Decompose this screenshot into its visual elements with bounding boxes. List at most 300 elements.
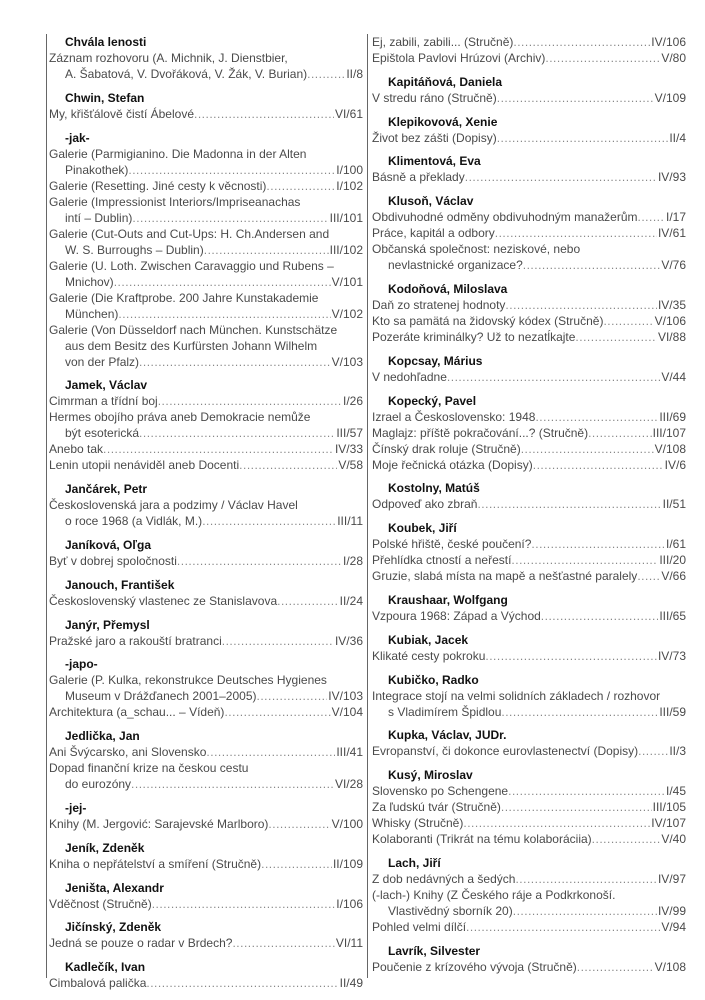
page-reference: IV/97 [657,871,686,886]
entry-title: Odpoveď ako zbraň [372,497,478,512]
page-reference: V/80 [661,51,686,65]
entry-title: Poučenie z krízového vývoja (Stručně) [372,959,577,974]
entry-title: Daň zo stratenej hodnoty [372,297,506,312]
author-group [372,353,686,385]
entry-line [372,783,686,799]
author-group [372,480,686,512]
page-reference: V/100 [331,816,363,831]
author-group [372,632,686,664]
author-name: Kopcsay, Márius [388,353,483,368]
index-entry [372,241,686,273]
entry-line [49,935,363,951]
index-entry [49,322,363,370]
index-entry [372,799,686,815]
entry-title: Mnichov) [65,274,114,289]
page-reference: II/109 [332,856,363,871]
entry-line [372,225,686,241]
dot-leader [277,593,339,609]
entry-title: Maglajz: příště pokračování...? (Stručně) [372,425,589,440]
index-entry [49,409,363,441]
index-entry [372,34,686,50]
entry-title: Vlastivědný sborník 20) [388,903,513,918]
entry-title: Přehlídka ctností a neřestí [372,553,512,568]
entry-title: Galerie (Resetting. Jiné cesty k věcnosti) [49,178,267,193]
entry-line [372,130,686,146]
dot-leader [146,975,338,991]
author-name: Kusý, Miroslav [388,768,473,783]
dot-leader [114,274,331,290]
entry-title: Život bez zášti (Dopisy) [372,130,497,145]
entry-title: My, křišťálově čistí Ábelové [49,106,194,121]
page-reference: II/8 [346,67,363,81]
entry-line [372,425,686,441]
author-name: Janýr, Přemysl [65,617,150,632]
dot-leader [513,903,657,919]
dot-leader [511,552,658,568]
page-reference: V/94 [661,919,686,934]
author-name: Chwin, Stefan [65,90,145,105]
entry-line [49,633,363,649]
entry-line [372,50,686,66]
author-group [372,153,686,185]
index-entry [49,744,363,760]
index-entry [49,146,363,178]
page-reference: V/109 [654,90,686,105]
index-entry [49,457,363,473]
entry-title: Obdivuhodné odměny obdivuhodným manažerům [372,210,638,225]
index-entry [49,106,363,122]
entry-line [49,393,363,409]
author-name: Janíková, Oľga [65,537,151,552]
dot-leader [128,162,335,178]
dot-leader [541,608,659,624]
entry-line [49,306,363,322]
page-reference: II/4 [669,130,686,145]
index-entry [372,919,686,935]
entry-title: s Vladimírem Špidlou [388,704,502,719]
index-entry [49,975,363,991]
entry-line [372,919,686,935]
page-reference: IV/33 [334,442,363,457]
entry-title: Vděčnost (Stručně) [49,896,152,911]
entry-title: intí – Dublin) [65,210,133,225]
index-entry [49,633,363,649]
dot-leader [535,409,658,425]
dot-leader [256,688,327,704]
entry-line [372,568,686,584]
entry-title: Jedná se pouze o radar v Brdech? [49,936,233,951]
index-column-right [367,34,686,978]
index-entry [372,297,686,313]
entry-line [372,209,686,225]
entry-title: von der Pfalz) [65,354,140,369]
entry-line [372,831,686,847]
entry-line: Galerie (Parmigianino. Die Madonna in der Alten [49,146,307,161]
dot-leader [465,169,657,185]
author-name: Kubiak, Jacek [388,632,469,647]
entry-line [372,815,686,831]
page-reference: IV/107 [651,816,686,831]
page-reference: III/107 [652,425,686,440]
dot-leader [638,209,665,225]
index-entry [49,497,363,529]
dot-leader [531,536,665,552]
dot-leader [513,34,650,50]
page-reference: III/102 [329,242,363,257]
entry-line [372,297,686,313]
entry-title: Byť v dobrej spoločnosti [49,553,177,568]
dot-leader [501,704,658,720]
entry-line [49,688,363,704]
page-reference: II/51 [662,497,686,512]
dot-leader [497,90,654,106]
page-reference: IV/35 [657,297,686,312]
entry-line [372,536,686,552]
dot-leader [118,306,330,322]
author-name: Kapitáňová, Daniela [388,74,503,89]
dot-leader [501,799,652,815]
entry-title: Československý vlastenec ze Stanislavova [49,593,278,608]
index-entry [372,648,686,664]
dot-leader [508,783,665,799]
author-group [49,656,363,720]
dot-leader [497,130,669,146]
entry-line: Galerie (U. Loth. Zwischen Caravaggio und Rubens – [49,258,334,273]
author-name: Jeník, Zdeněk [65,840,145,855]
entry-title: Polské hřiště, české poučení? [372,537,532,552]
entry-line [372,648,686,664]
index-entry [372,783,686,799]
dot-leader [268,816,330,832]
dot-leader [103,441,334,457]
page-reference: III/41 [336,745,363,760]
index-entry [372,536,686,552]
page-reference: I/28 [342,553,363,568]
entry-title: Lenin utopii nenáviděl aneb Docenti [49,458,240,473]
entry-line: Galerie (Von Düsseldorf nach München. Kunstschätze [49,322,338,337]
index-entry [49,816,363,832]
index-entry [372,369,686,385]
entry-title: být esoterická [65,426,140,441]
entry-title: Ani Švýcarsko, ani Slovensko [49,745,207,760]
page-reference: IV/61 [657,226,686,241]
page-reference: III/69 [659,409,686,424]
entry-line: Galerie (Impressionist Interiors/Impriseanachas [49,194,301,209]
page-reference: IV/36 [334,633,363,648]
author-name: Jedlička, Jan [65,729,140,744]
entry-title: Evropanství, či dokonce eurovlastenectví (Dopisy) [372,744,639,759]
page-reference: I/100 [336,162,363,177]
page-reference: I/45 [665,784,686,799]
index-entry [372,90,686,106]
author-group [372,193,686,273]
index-entry [372,608,686,624]
author-name: Kadlečík, Ivan [65,960,146,975]
entry-title: Pražské jaro a rakouští bratranci [49,633,222,648]
index-column-left [46,34,363,991]
dot-leader [222,633,334,649]
entry-line [372,441,686,457]
author-name: Klusoň, Václav [388,194,474,209]
author-group [372,520,686,584]
author-group [49,800,363,832]
page-reference: V/76 [661,258,686,273]
dot-leader [575,329,657,345]
author-name: -jej- [65,800,87,815]
page-reference: VI/61 [334,106,363,121]
page-reference: I/61 [665,537,686,552]
page-reference: III/57 [336,426,363,441]
entry-title: W. S. Burroughs – Dublin) [65,242,204,257]
entry-title: Gruzie, slabá místa na mapě a nešťastné paralely [372,569,638,584]
dot-leader [638,743,668,759]
index-entry [372,441,686,457]
page-reference: I/26 [342,394,363,409]
entry-line: Záznam rozhovoru (A. Michnik, J. Dienstbier, [49,51,288,65]
author-group [372,281,686,345]
index-entry [49,935,363,951]
index-entry [49,194,363,226]
entry-title: Izrael a Československo: 1948 [372,409,536,424]
index-entry [49,226,363,258]
index-entry [372,130,686,146]
entry-title: V stredu ráno (Stručně) [372,90,497,105]
dot-leader [447,369,660,385]
dot-leader [603,313,653,329]
entry-line [49,106,363,122]
author-name: Kodoňová, Miloslava [388,281,508,296]
page-reference: I/17 [665,210,686,225]
author-name: Jamek, Václav [65,378,148,393]
entry-line: Galerie (Die Kraftprobe. 200 Jahre Kunstakademie [49,290,319,305]
author-name: -japo- [65,657,98,672]
dot-leader [466,919,660,935]
page-reference: IV/6 [664,457,686,472]
page-reference: V/103 [331,354,363,369]
page-reference: V/102 [331,306,363,321]
dot-leader [204,242,329,258]
entry-line: Galerie (Cut-Outs and Cut-Ups: H. Ch.Andersen and [49,226,330,241]
dot-leader [485,648,657,664]
author-group [49,617,363,649]
entry-title: o roce 1968 (a Vidlák, M.) [65,514,203,529]
author-group [372,114,686,146]
index-entry [49,593,363,609]
entry-line [49,553,363,569]
author-name: -jak- [65,130,90,145]
entry-title: Kniha o nepřátelství a smíření (Stručně) [49,856,262,871]
entry-title: Za ľudskú tvár (Stručně) [372,800,501,815]
author-group [372,943,686,975]
entry-title: Pinakothek) [65,162,129,177]
entry-line [372,552,686,568]
entry-line [372,90,686,106]
entry-title: Pozeráte kriminálky? Už to nezatĺkajte [372,329,576,344]
author-name: Kopecký, Pavel [388,393,477,408]
author-name: Janouch, František [65,577,175,592]
author-name: Lavrík, Silvester [388,943,481,958]
entry-line [49,210,363,226]
entry-line [49,776,363,792]
entry-title: Cimbalová palička [49,976,147,991]
dot-leader [515,871,657,887]
dot-leader [521,441,654,457]
page-reference: V/106 [654,313,686,328]
index-entry [372,959,686,975]
index-entry [372,568,686,584]
author-group [372,34,686,66]
entry-title: A. Šabatová, V. Dvořáková, V. Žák, V. Burian) [65,67,308,81]
index-entry [372,409,686,425]
dot-leader [588,425,652,441]
page-reference: V/104 [331,705,363,720]
entry-line [372,608,686,624]
dot-leader [158,393,342,409]
page-reference: V/101 [331,274,363,289]
dot-leader [224,704,330,720]
entry-line [372,313,686,329]
entry-title: Práce, kapitál a odbory [372,226,495,241]
entry-title: Architektura (a_schau... – Vídeň) [49,705,225,720]
dot-leader [523,257,661,273]
entry-line [49,274,363,290]
page-reference: V/66 [661,569,686,584]
page-reference: V/108 [654,959,686,974]
entry-title: Slovensko po Schengene [372,784,509,799]
index-entry [49,896,363,912]
index-entry [49,178,363,194]
entry-line [49,744,363,760]
entry-line [49,66,363,82]
entry-line [372,743,686,759]
author-group [49,959,363,991]
index-entry [372,743,686,759]
page-reference: III/20 [659,553,686,568]
entry-line [372,496,686,512]
page-reference: II/49 [339,976,363,991]
entry-line [49,425,363,441]
author-group [372,767,686,847]
author-group [49,34,363,82]
index-entry [49,441,363,457]
page-reference: III/101 [329,210,363,225]
page-reference: IV/99 [657,903,686,918]
page-reference: VI/28 [334,777,363,792]
author-group [49,919,363,951]
entry-title: Whisky (Stručně) [372,816,464,831]
dot-leader [261,856,332,872]
entry-title: Epištola Pavlovi Hrúzovi (Archiv) [372,51,546,65]
dot-leader [139,425,335,441]
author-group [372,592,686,624]
entry-title: Cimrman a třídní boj [49,394,158,409]
index-entry [49,856,363,872]
entry-title: do eurozóny [65,777,132,792]
entry-line: Československá jara a podzimy / Václav Havel [49,498,298,513]
index-entry [49,290,363,322]
dot-leader [477,496,661,512]
entry-line [372,257,686,273]
author-name: Kupka, Václav, JUDr. [388,728,507,743]
page-reference: I/102 [336,178,363,193]
page-reference: V/108 [654,441,686,456]
page-reference: VI/88 [657,329,686,344]
author-group [49,130,363,370]
author-group [372,74,686,106]
dot-leader [177,553,342,569]
page-reference: I/106 [336,896,363,911]
page-reference: III/105 [652,800,686,815]
index-entry [372,425,686,441]
page-reference: III/65 [659,608,686,623]
page-reference: IV/106 [651,35,686,49]
page-reference: III/59 [659,704,686,719]
entry-line [372,409,686,425]
entry-line: Občanská společnost: neziskové, nebo [372,242,581,257]
index-entry [372,552,686,568]
entry-title: Čínský drak roluje (Stručně) [372,441,521,456]
dot-leader [545,50,660,66]
dot-leader [132,210,328,226]
entry-line [49,704,363,720]
dot-leader [152,896,336,912]
index-entry [372,831,686,847]
index-entry [372,887,686,919]
dot-leader [194,106,334,122]
page-reference: VI/11 [335,936,363,951]
author-name: Lach, Jiří [388,855,441,870]
entry-line [372,329,686,345]
entry-title: Vzpoura 1968: Západ a Východ [372,608,541,623]
entry-line [49,242,363,258]
entry-title: Kto sa pamätá na židovský kódex (Stručně) [372,313,604,328]
entry-title: Moje řečnická otázka (Dopisy) [372,457,533,472]
dot-leader [239,457,337,473]
author-group [49,577,363,609]
entry-line [49,178,363,194]
author-name: Chvála lenosti [65,35,147,49]
author-name: Jičínský, Zdeněk [65,920,162,935]
entry-line: Dopad finanční krize na českou cestu [49,761,249,776]
entry-line [49,896,363,912]
author-group [49,481,363,529]
page-reference: IV/93 [657,170,686,185]
entry-title: Anebo tak [49,442,104,457]
author-name: Klimentová, Eva [388,154,481,169]
entry-line [49,441,363,457]
entry-line [49,856,363,872]
page-reference: II/3 [669,744,686,759]
author-name: Kostolny, Matúš [388,481,480,496]
entry-line [49,354,363,370]
dot-leader [131,776,334,792]
entry-title: V nedohľadne [372,369,447,384]
page-reference: V/40 [661,832,686,847]
entry-line [49,162,363,178]
entry-line: aus dem Besitz des Kurfürsten Johann Wilhelm [65,338,318,353]
index-entry [372,329,686,345]
entry-title: nevlastnické organizace? [388,258,523,273]
index-entry [372,688,686,720]
index-entry [372,209,686,225]
page-reference: III/11 [337,514,363,529]
index-entry [49,672,363,704]
author-group [49,728,363,792]
dot-leader [505,297,657,313]
entry-line [372,704,686,720]
author-group [372,727,686,759]
dot-leader [266,178,335,194]
